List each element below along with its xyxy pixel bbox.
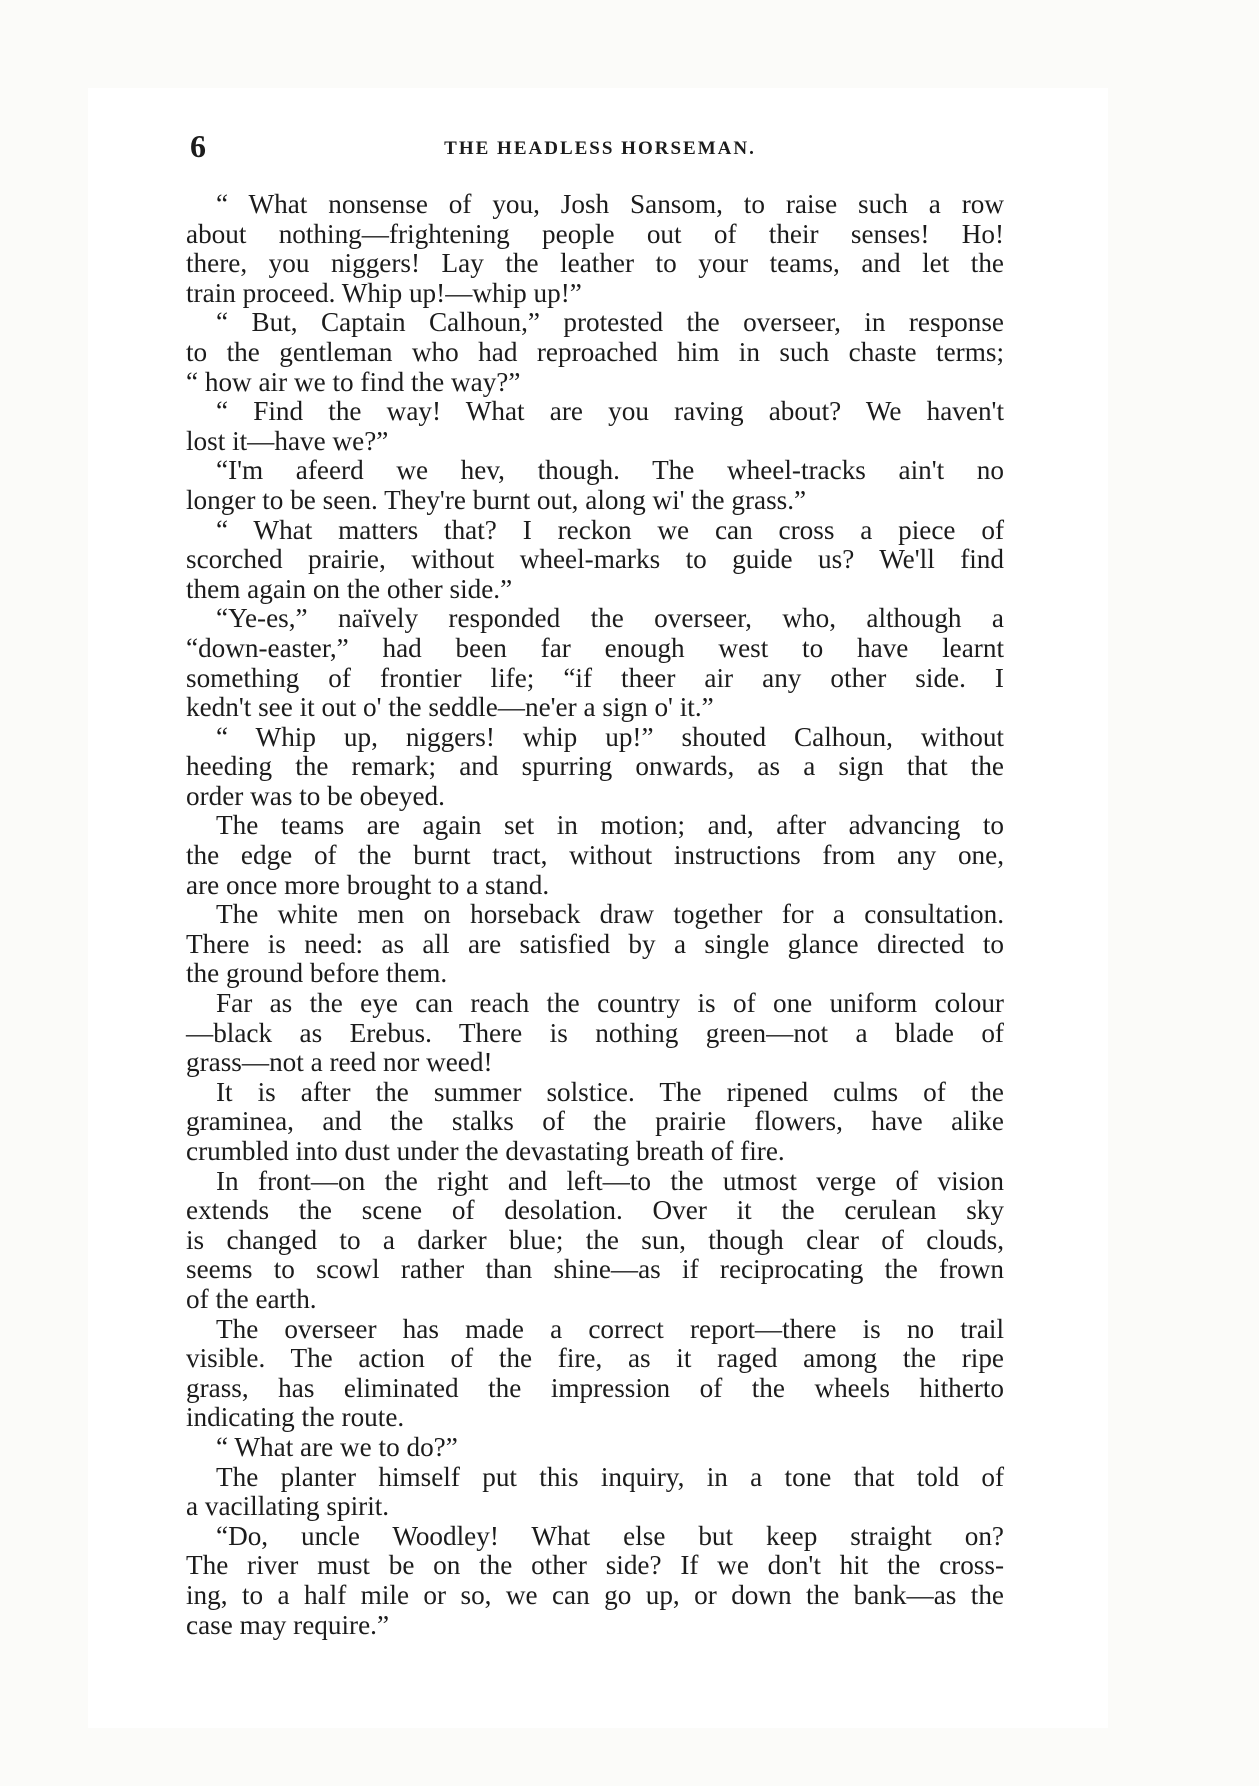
paragraph <box>186 1463 1004 1522</box>
paragraph <box>186 723 1004 812</box>
paragraph <box>186 397 1004 456</box>
text-line: There is need: as all are satisfied by a single glance directed to <box>186 928 1004 959</box>
text-line: It is after the summer solstice. The ripened culms of the <box>216 1076 1004 1107</box>
text-line: heeding the remark; and spurring onwards, as a sign that the <box>186 751 1004 782</box>
text-line: them again on the other side.” <box>186 573 513 604</box>
text-line: ing, to a half mile or so, we can go up, or down the bank—as the <box>186 1579 1004 1610</box>
text-line: “down-easter,” had been far enough west to have learnt <box>186 632 1004 663</box>
text-line: The teams are again set in motion; and, after advancing to <box>216 810 1004 841</box>
paragraph <box>186 456 1004 515</box>
text-line: case may require.” <box>186 1609 390 1640</box>
text-line: grass, has eliminated the impression of the wheels hitherto <box>186 1372 1004 1403</box>
text-line: the edge of the burnt tract, without instructions from any one, <box>186 840 1004 871</box>
paragraph <box>186 1078 1004 1167</box>
text-line: “ What matters that? I reckon we can cross a piece of <box>216 514 1004 545</box>
text-line: scorched prairie, without wheel-marks to guide us? We'll find <box>186 544 1004 575</box>
text-line: indicating the route. <box>186 1402 405 1433</box>
text-line: kedn't see it out o' the seddle—ne'er a sign o' it.” <box>186 692 714 723</box>
text-line: extends the scene of desolation. Over it the cerulean sky <box>186 1195 1004 1226</box>
text-line: grass—not a reed nor weed! <box>186 1047 493 1078</box>
text-line: “ how air we to find the way?” <box>186 366 521 397</box>
text-line: Far as the eye can reach the country is of one uniform colour <box>216 988 1004 1019</box>
text-line: lost it—have we?” <box>186 425 389 456</box>
text-line: “Do, uncle Woodley! What else but keep straight on? <box>216 1520 1004 1551</box>
text-line: “ Whip up, niggers! whip up!” shouted Calhoun, without <box>216 721 1004 752</box>
paragraph <box>186 516 1004 605</box>
text-line: graminea, and the stalks of the prairie flowers, have alike <box>186 1106 1004 1137</box>
text-line: seems to scowl rather than shine—as if reciprocating the frown <box>186 1254 1004 1285</box>
text-line: “ But, Captain Calhoun,” protested the overseer, in response <box>216 307 1004 338</box>
text-line: The white men on horseback draw together for a consultation. <box>216 899 1004 930</box>
page-header <box>190 128 1010 168</box>
text-line: “I'm afeerd we hev, though. The wheel-tracks ain't no <box>216 455 1004 486</box>
text-line: “Ye-es,” naïvely responded the overseer, who, although a <box>216 603 1004 634</box>
text-line: “ What are we to do?” <box>216 1431 458 1462</box>
paragraph <box>186 190 1004 308</box>
paragraph <box>186 308 1004 397</box>
text-line: order was to be obeyed. <box>186 780 445 811</box>
page-number: 6 <box>190 128 206 164</box>
text-line: a vacillating spirit. <box>186 1491 390 1522</box>
text-line: about nothing—frightening people out of their senses! Ho! <box>186 218 1004 249</box>
text-line: train proceed. Whip up!—whip up!” <box>186 277 582 308</box>
text-line: to the gentleman who had reproached him in such chaste terms; <box>186 336 1004 367</box>
paragraph <box>186 1315 1004 1433</box>
paragraph <box>186 1433 1004 1463</box>
text-line: is changed to a darker blue; the sun, though clear of clouds, <box>186 1224 1004 1255</box>
text-line: there, you niggers! Lay the leather to your teams, and let the <box>186 248 1004 279</box>
paragraph <box>186 1167 1004 1315</box>
text-line: The overseer has made a correct report—there is no trail <box>216 1313 1004 1344</box>
paragraph <box>186 900 1004 989</box>
paragraph <box>186 1522 1004 1640</box>
text-line: visible. The action of the fire, as it raged among the ripe <box>186 1343 1004 1374</box>
text-line: longer to be seen. They're burnt out, along wi' the grass.” <box>186 484 807 515</box>
text-line: “ Find the way! What are you raving about? We haven't <box>216 396 1004 427</box>
text-line: something of frontier life; “if theer air any other side. I <box>186 662 1004 693</box>
text-line: crumbled into dust under the devastating breath of fire. <box>186 1136 785 1166</box>
text-line: of the earth. <box>186 1283 317 1314</box>
text-line: the ground before them. <box>186 958 448 989</box>
text-line: In front—on the right and left—to the utmost verge of vision <box>216 1165 1004 1196</box>
paragraph <box>186 811 1004 900</box>
text-line: The planter himself put this inquiry, in a tone that told of <box>216 1461 1004 1492</box>
page-body-text <box>186 190 1004 1640</box>
text-line: are once more brought to a stand. <box>186 869 550 900</box>
text-line: The river must be on the other side? If we don't hit the cross- <box>186 1550 1004 1581</box>
text-line: “ What nonsense of you, Josh Sansom, to raise such a row <box>216 189 1004 219</box>
text-line: —black as Erebus. There is nothing green—not a blade of <box>186 1017 1004 1048</box>
running-head: THE HEADLESS HORSEMAN. <box>444 138 756 159</box>
paragraph <box>186 604 1004 722</box>
paragraph <box>186 989 1004 1078</box>
